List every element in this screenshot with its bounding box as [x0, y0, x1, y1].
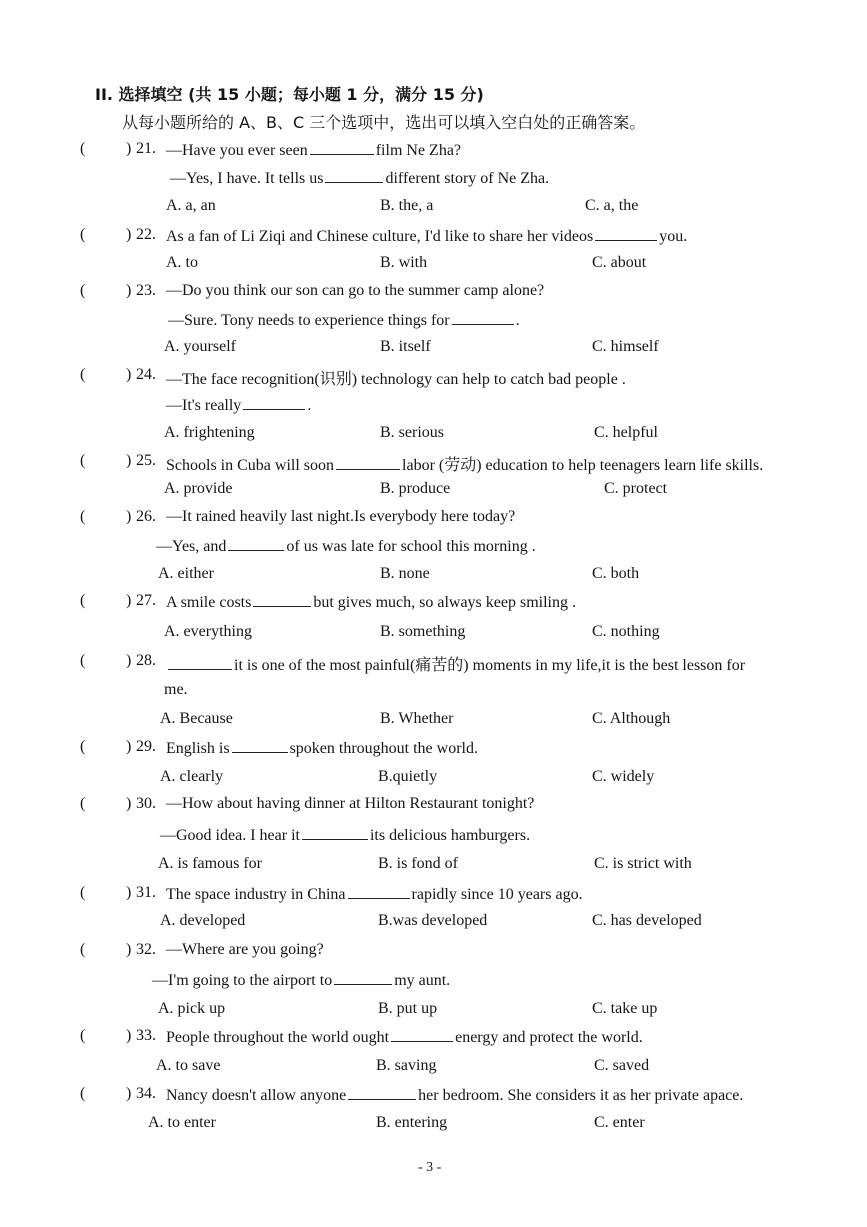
- question-line: [160, 825, 530, 845]
- question-text: —I'm going to the airport to: [152, 972, 333, 989]
- option-c: C. saved: [594, 1057, 650, 1074]
- question-text: of us was late for school this morning .: [286, 538, 536, 555]
- option-b: B. serious: [380, 424, 444, 441]
- answer-blank: [253, 592, 311, 607]
- answer-paren-close: ): [126, 795, 132, 812]
- question-line: [166, 452, 763, 475]
- question-text: its delicious hamburgers.: [369, 827, 531, 844]
- option-a: A. pick up: [158, 1000, 226, 1017]
- option-c: C. has developed: [592, 912, 702, 929]
- question-number: 29.: [136, 738, 156, 755]
- answer-paren-open: (: [80, 1085, 86, 1102]
- answer-paren-close: ): [126, 738, 132, 755]
- answer-paren-open: (: [80, 282, 86, 299]
- option-b: B. itself: [380, 338, 431, 355]
- answer-blank: [302, 825, 368, 840]
- question-line: [166, 652, 745, 675]
- answer-paren-open: (: [80, 366, 86, 383]
- question-text: —Do you think our son can go to the summer camp alone?: [166, 282, 545, 299]
- option-b: B. Whether: [380, 710, 454, 727]
- option-a: A. to enter: [148, 1114, 216, 1131]
- answer-paren-open: (: [80, 1027, 86, 1044]
- question-line: [166, 140, 461, 160]
- option-a: A. a, an: [166, 197, 216, 214]
- answer-paren-close: ): [126, 592, 132, 609]
- answer-blank: [348, 884, 410, 899]
- question-line: [166, 395, 311, 415]
- option-c: C. a, the: [585, 197, 639, 214]
- question-number: 23.: [136, 282, 156, 299]
- answer-blank: [310, 140, 374, 155]
- question-line: [164, 681, 188, 699]
- answer-paren-open: (: [80, 884, 86, 901]
- question-line: [168, 310, 520, 330]
- option-b: B. produce: [380, 480, 451, 497]
- question-number: 26.: [136, 508, 156, 525]
- answer-blank: [336, 455, 400, 470]
- question-number: 28.: [136, 652, 156, 669]
- answer-blank: [348, 1085, 416, 1100]
- question-line: [166, 226, 687, 246]
- option-b: B. none: [380, 565, 430, 582]
- option-a: A. provide: [164, 480, 233, 497]
- answer-paren-close: ): [126, 652, 132, 669]
- option-a: A. to save: [156, 1057, 221, 1074]
- answer-blank: [232, 738, 288, 753]
- question-text: her bedroom. She considers it as her private apace.: [418, 1087, 744, 1104]
- question-text: —Where are you going?: [166, 941, 324, 958]
- question-number: 31.: [136, 884, 156, 901]
- option-c: C. both: [592, 565, 640, 582]
- answer-paren-close: ): [126, 366, 132, 383]
- question-number: 21.: [136, 140, 156, 157]
- option-c: C. enter: [594, 1114, 645, 1131]
- question-text: different story of Ne Zha.: [385, 170, 550, 187]
- option-c: C. helpful: [594, 424, 658, 441]
- question-text: —Good idea. I hear it: [160, 827, 300, 844]
- question-text: my aunt.: [394, 972, 451, 989]
- answer-paren-open: (: [80, 592, 86, 609]
- question-text: As a fan of Li Ziqi and Chinese culture, I'd like to share her videos: [166, 228, 594, 245]
- answer-paren-close: ): [126, 452, 132, 469]
- answer-paren-close: ): [126, 941, 132, 958]
- answer-paren-close: ): [126, 140, 132, 157]
- section-instruction: 从每小题所给的 A、B、C 三个选项中，选出可以填入空白处的正确答案。: [122, 113, 646, 132]
- option-c: C. about: [592, 254, 647, 271]
- answer-paren-open: (: [80, 795, 86, 812]
- question-text: Nancy doesn't allow anyone: [166, 1087, 347, 1104]
- option-b: B. put up: [378, 1000, 438, 1017]
- question-text: —It rained heavily last night.Is everybody here today?: [166, 508, 516, 525]
- question-text: A smile costs: [166, 594, 252, 611]
- answer-paren-open: (: [80, 652, 86, 669]
- question-text: —It's really: [166, 397, 242, 414]
- question-text: it is one of the most painful(痛苦的) moments in my life,it is the best lesson for: [234, 657, 746, 674]
- answer-paren-open: (: [80, 941, 86, 958]
- answer-paren-open: (: [80, 140, 86, 157]
- answer-blank: [334, 970, 392, 985]
- question-text: .: [307, 397, 312, 414]
- option-c: C. himself: [592, 338, 659, 355]
- question-line: [170, 168, 549, 188]
- option-a: A. yourself: [164, 338, 236, 355]
- answer-paren-open: (: [80, 452, 86, 469]
- option-b: B.was developed: [378, 912, 488, 929]
- question-text: —Sure. Tony needs to experience things for: [168, 312, 450, 329]
- question-text: film Ne Zha?: [375, 142, 462, 159]
- option-a: A. clearly: [160, 768, 224, 785]
- question-text: People throughout the world ought: [166, 1029, 390, 1046]
- option-b: B. entering: [376, 1114, 448, 1131]
- question-number: 34.: [136, 1085, 156, 1102]
- question-line: [166, 282, 544, 300]
- option-c: C. protect: [604, 480, 668, 497]
- question-line: [166, 884, 583, 904]
- answer-paren-close: ): [126, 1027, 132, 1044]
- answer-paren-close: ): [126, 508, 132, 525]
- answer-blank: [325, 168, 383, 183]
- option-a: A. developed: [160, 912, 246, 929]
- option-a: A. to: [166, 254, 198, 271]
- question-text: you.: [659, 228, 688, 245]
- question-text: energy and protect the world.: [455, 1029, 643, 1046]
- question-line: [156, 536, 536, 556]
- question-text: The space industry in China: [166, 886, 346, 903]
- option-b: B. the, a: [380, 197, 434, 214]
- answer-blank: [595, 226, 657, 241]
- answer-blank: [452, 310, 514, 325]
- option-c: C. Although: [592, 710, 671, 727]
- question-number: 22.: [136, 226, 156, 243]
- question-number: 25.: [136, 452, 156, 469]
- question-number: 30.: [136, 795, 156, 812]
- question-text: but gives much, so always keep smiling .: [313, 594, 576, 611]
- question-text: me.: [164, 681, 188, 698]
- question-text: English is: [166, 740, 230, 757]
- section-title: II. 选择填空 (共 15 小题；每小题 1 分，满分 15 分): [95, 85, 484, 104]
- answer-paren-open: (: [80, 508, 86, 525]
- question-text: —Yes, I have. It tells us: [170, 170, 324, 187]
- question-line: [152, 970, 450, 990]
- question-text: labor (劳动) education to help teenagers learn life skills.: [402, 457, 764, 474]
- question-line: [166, 592, 576, 612]
- option-c: C. take up: [592, 1000, 658, 1017]
- question-text: Schools in Cuba will soon: [166, 457, 335, 474]
- option-b: B. is fond of: [378, 855, 458, 872]
- answer-blank: [228, 536, 284, 551]
- question-line: [166, 941, 324, 959]
- question-text: .: [515, 312, 520, 329]
- question-text: —Have you ever seen: [166, 142, 308, 159]
- option-c: C. nothing: [592, 623, 660, 640]
- option-a: A. frightening: [164, 424, 255, 441]
- question-number: 32.: [136, 941, 156, 958]
- page-number: - 3 -: [418, 1160, 442, 1175]
- option-b: B.quietly: [378, 768, 438, 785]
- option-a: A. either: [158, 565, 214, 582]
- option-c: C. is strict with: [594, 855, 692, 872]
- answer-paren-close: ): [126, 226, 132, 243]
- question-text: rapidly since 10 years ago.: [411, 886, 583, 903]
- question-number: 27.: [136, 592, 156, 609]
- option-b: B. saving: [376, 1057, 437, 1074]
- answer-paren-open: (: [80, 738, 86, 755]
- question-text: —The face recognition(识别) technology can help to catch bad people .: [166, 371, 626, 388]
- answer-paren-close: ): [126, 884, 132, 901]
- option-b: B. something: [380, 623, 466, 640]
- answer-paren-open: (: [80, 226, 86, 243]
- option-c: C. widely: [592, 768, 655, 785]
- question-line: [166, 795, 534, 813]
- question-line: [166, 738, 478, 758]
- question-line: [166, 1027, 643, 1047]
- answer-blank: [391, 1027, 453, 1042]
- question-number: 24.: [136, 366, 156, 383]
- answer-blank: [168, 655, 232, 670]
- option-a: A. everything: [164, 623, 252, 640]
- answer-paren-close: ): [126, 1085, 132, 1102]
- question-line: [166, 508, 515, 526]
- answer-blank: [243, 395, 305, 410]
- option-a: A. Because: [160, 710, 233, 727]
- option-b: B. with: [380, 254, 428, 271]
- question-line: [166, 1085, 743, 1105]
- question-number: 33.: [136, 1027, 156, 1044]
- question-text: —Yes, and: [156, 538, 227, 555]
- answer-paren-close: ): [126, 282, 132, 299]
- question-line: [166, 366, 626, 389]
- option-a: A. is famous for: [158, 855, 262, 872]
- question-text: —How about having dinner at Hilton Restaurant tonight?: [166, 795, 535, 812]
- question-text: spoken throughout the world.: [289, 740, 478, 757]
